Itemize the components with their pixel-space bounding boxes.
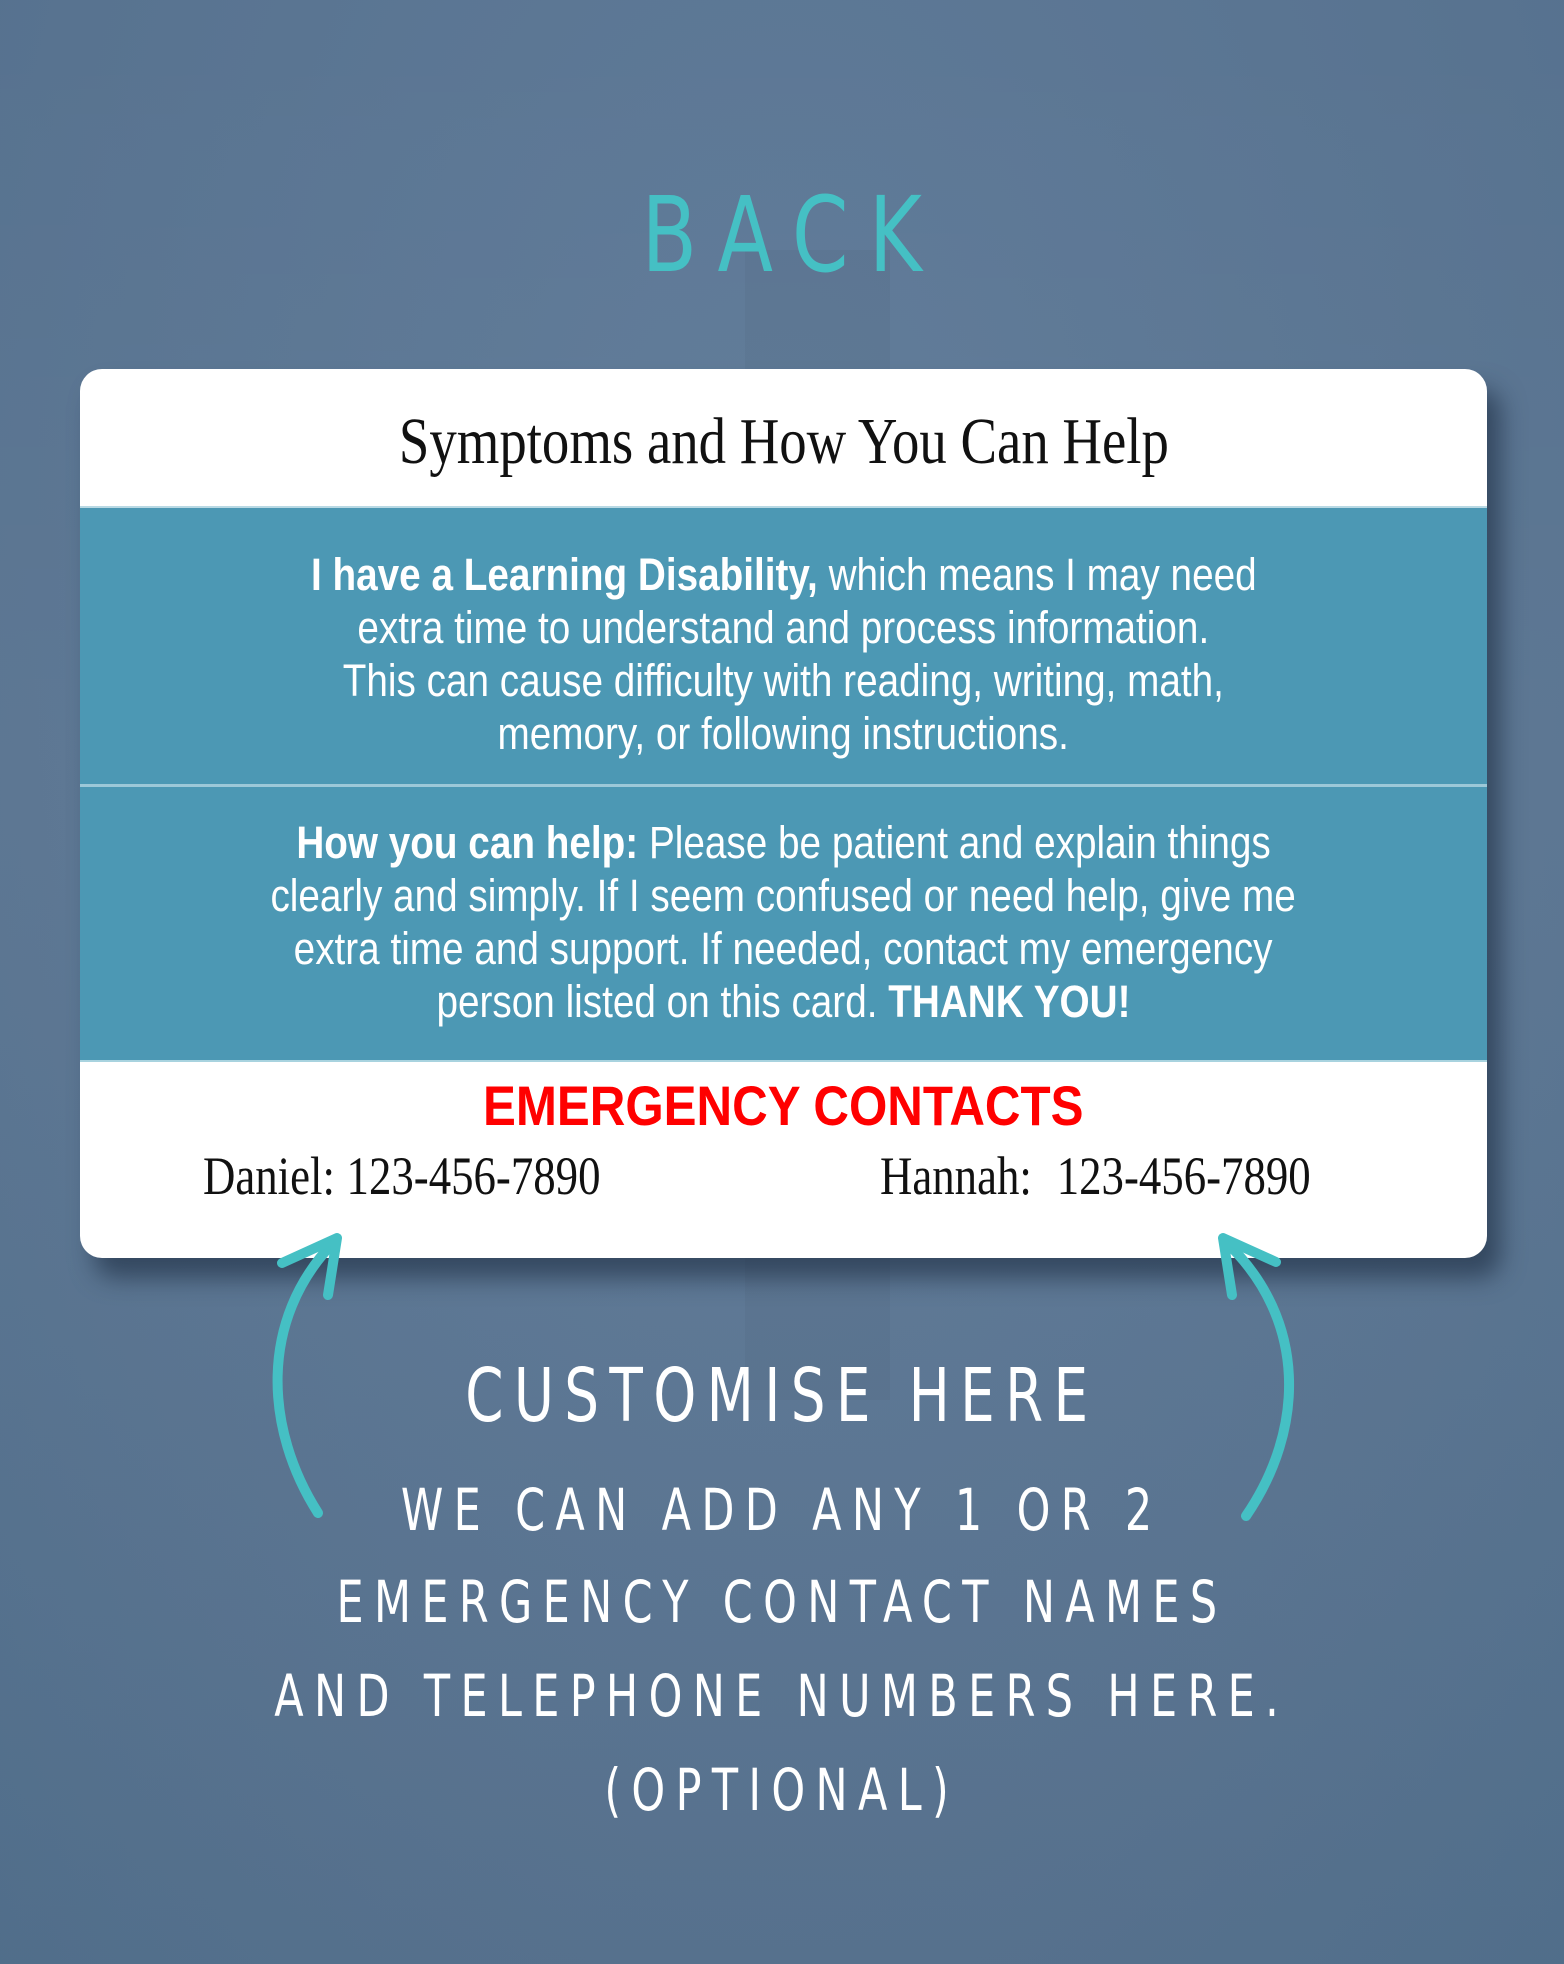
- help-line: [80, 975, 1487, 1028]
- contact-phone: 123-456-7890: [1056, 1146, 1311, 1206]
- disability-statement: [80, 548, 1487, 760]
- statement-line: This can cause difficulty with reading, writing, math,: [342, 655, 1225, 706]
- help-text: person listed on this card.: [436, 976, 889, 1027]
- statement-bold: I have a Learning Disability,: [310, 549, 818, 600]
- contact-name: Daniel:: [203, 1146, 335, 1206]
- help-line: extra time and support. If needed, contact my emergency: [294, 923, 1273, 974]
- help-line: [80, 816, 1487, 869]
- help-bold: How you can help:: [296, 817, 639, 868]
- customise-line: AND TELEPHONE NUMBERS HERE.: [274, 1662, 1290, 1730]
- statement-line: extra time to understand and process information.: [357, 602, 1210, 653]
- emergency-contacts-section: [80, 1060, 1487, 1258]
- card-title: Symptoms and How You Can Help: [398, 404, 1169, 478]
- page-heading-text: BACK: [641, 174, 943, 296]
- help-text: Please be patient and explain things: [638, 817, 1271, 868]
- customise-line: EMERGENCY CONTACT NAMES: [336, 1568, 1228, 1636]
- card-info-band: [80, 506, 1487, 1060]
- customise-line: WE CAN ADD ANY 1 OR 2: [401, 1476, 1163, 1544]
- customise-line: (OPTIONAL): [604, 1756, 960, 1824]
- page-heading: [0, 174, 1564, 296]
- how-to-help-statement: [80, 816, 1487, 1028]
- statement-text: which means I may need: [817, 549, 1257, 600]
- emergency-contact-2: [880, 1144, 1311, 1208]
- contact-phone: 123-456-7890: [346, 1146, 601, 1206]
- statement-line: memory, or following instructions.: [497, 708, 1070, 759]
- emergency-contacts-title: EMERGENCY CONTACTS: [483, 1074, 1084, 1137]
- emergency-contact-1: [203, 1144, 601, 1208]
- id-card-back: [80, 369, 1487, 1258]
- customise-heading: CUSTOMISE HERE: [465, 1353, 1099, 1439]
- statement-line: [80, 548, 1487, 601]
- band-divider: [80, 784, 1487, 787]
- card-header: [80, 369, 1487, 506]
- thank-you-text: THANK YOU!: [888, 976, 1131, 1027]
- help-line: clearly and simply. If I seem confused or need help, give me: [270, 870, 1297, 921]
- contact-name: Hannah:: [880, 1146, 1032, 1206]
